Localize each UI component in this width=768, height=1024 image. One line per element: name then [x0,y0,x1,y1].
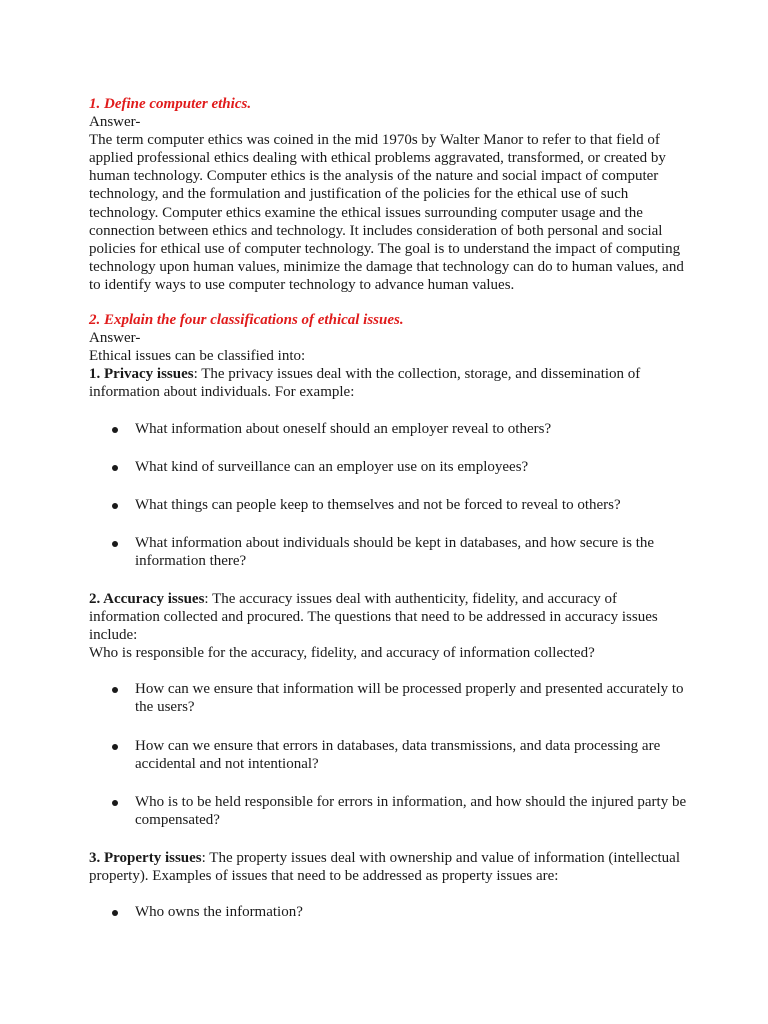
question-1-answer-label: Answer- [89,114,141,131]
list-item [89,737,689,773]
list-item-text: What information about oneself should an employer reveal to others? [135,420,552,437]
bullet-icon [112,800,118,806]
list-item [89,680,689,716]
privacy-issues-text: : The privacy issues deal with the collection, storage, and dissemination of information about individuals. For example: [89,366,641,401]
bullet-icon [112,910,118,916]
list-item-text: How can we ensure that information will be processed properly and presented accurately to the users? [135,681,684,716]
list-item-text: What things can people keep to themselves and not be forced to reveal to others? [135,496,621,513]
document-page [89,95,689,941]
list-item-text: Who is to be held responsible for errors in information, and how should the injured party be compensated? [135,793,687,828]
accuracy-issues-text: : The accuracy issues deal with authenticity, fidelity, and accuracy of information collected and procured. The questions that need to be addressed in accuracy issues include: [89,590,658,644]
accuracy-issues-question: Who is responsible for the accuracy, fidelity, and accuracy of information collected? [89,645,595,662]
bullet-icon [112,541,118,547]
property-issues-list [89,903,689,921]
question-2-answer-label: Answer- [89,330,141,347]
list-item [89,903,689,921]
list-item [89,793,689,829]
bullet-icon [112,744,118,750]
bullet-icon [112,503,118,509]
question-1-answer-paragraph: The term computer ethics was coined in the mid 1970s by Walter Manor to refer to that field of applied professional ethics dealing with ethical problems aggravated, transformed, or created by human technology. Computer ethics is the analysis of the nature and social impact of computer technology, and the formulation and justification of the policies for the ethical use of such technology. Computer ethics examine the ethical issues surrounding computer usage and the connection between ethics and technology. It includes consideration of both personal and social policies for ethical use of computer technology. The goal is to understand the impact of computing technology upon human values, minimize the damage that technology can do to human values, and to identify ways to use computer technology to advance human values. [89,132,684,293]
list-item-text: What kind of surveillance can an employer use on its employees? [135,458,529,475]
bullet-icon [112,687,118,693]
property-issues-paragraph [89,849,689,885]
bullet-icon [112,465,118,471]
bullet-icon [112,427,118,433]
property-issues-title: 3. Property issues [89,849,202,866]
list-item [89,458,689,476]
property-issues-text: : The property issues deal with ownership and value of information (intellectual property). Examples of issues that need to be addressed as property issues are: [89,849,680,884]
privacy-issues-title: 1. Privacy issues [89,366,194,383]
accuracy-issues-title: 2. Accuracy issues [89,590,205,607]
question-2-heading: 2. Explain the four classifications of ethical issues. [89,312,404,329]
list-item [89,496,689,514]
list-item-text: Who owns the information? [135,904,303,921]
list-item-text: What information about individuals should be kept in databases, and how secure is the information there? [135,534,655,569]
list-item-text: How can we ensure that errors in databases, data transmissions, and data processing are accidental and not intentional? [135,737,661,772]
question-2-intro: Ethical issues can be classified into: [89,348,306,365]
privacy-issues-paragraph [89,365,689,401]
list-item [89,420,689,438]
question-1-heading: 1. Define computer ethics. [89,96,252,112]
accuracy-issues-paragraph [89,590,689,644]
privacy-issues-list [89,420,689,570]
accuracy-issues-list [89,680,689,829]
list-item [89,534,689,570]
